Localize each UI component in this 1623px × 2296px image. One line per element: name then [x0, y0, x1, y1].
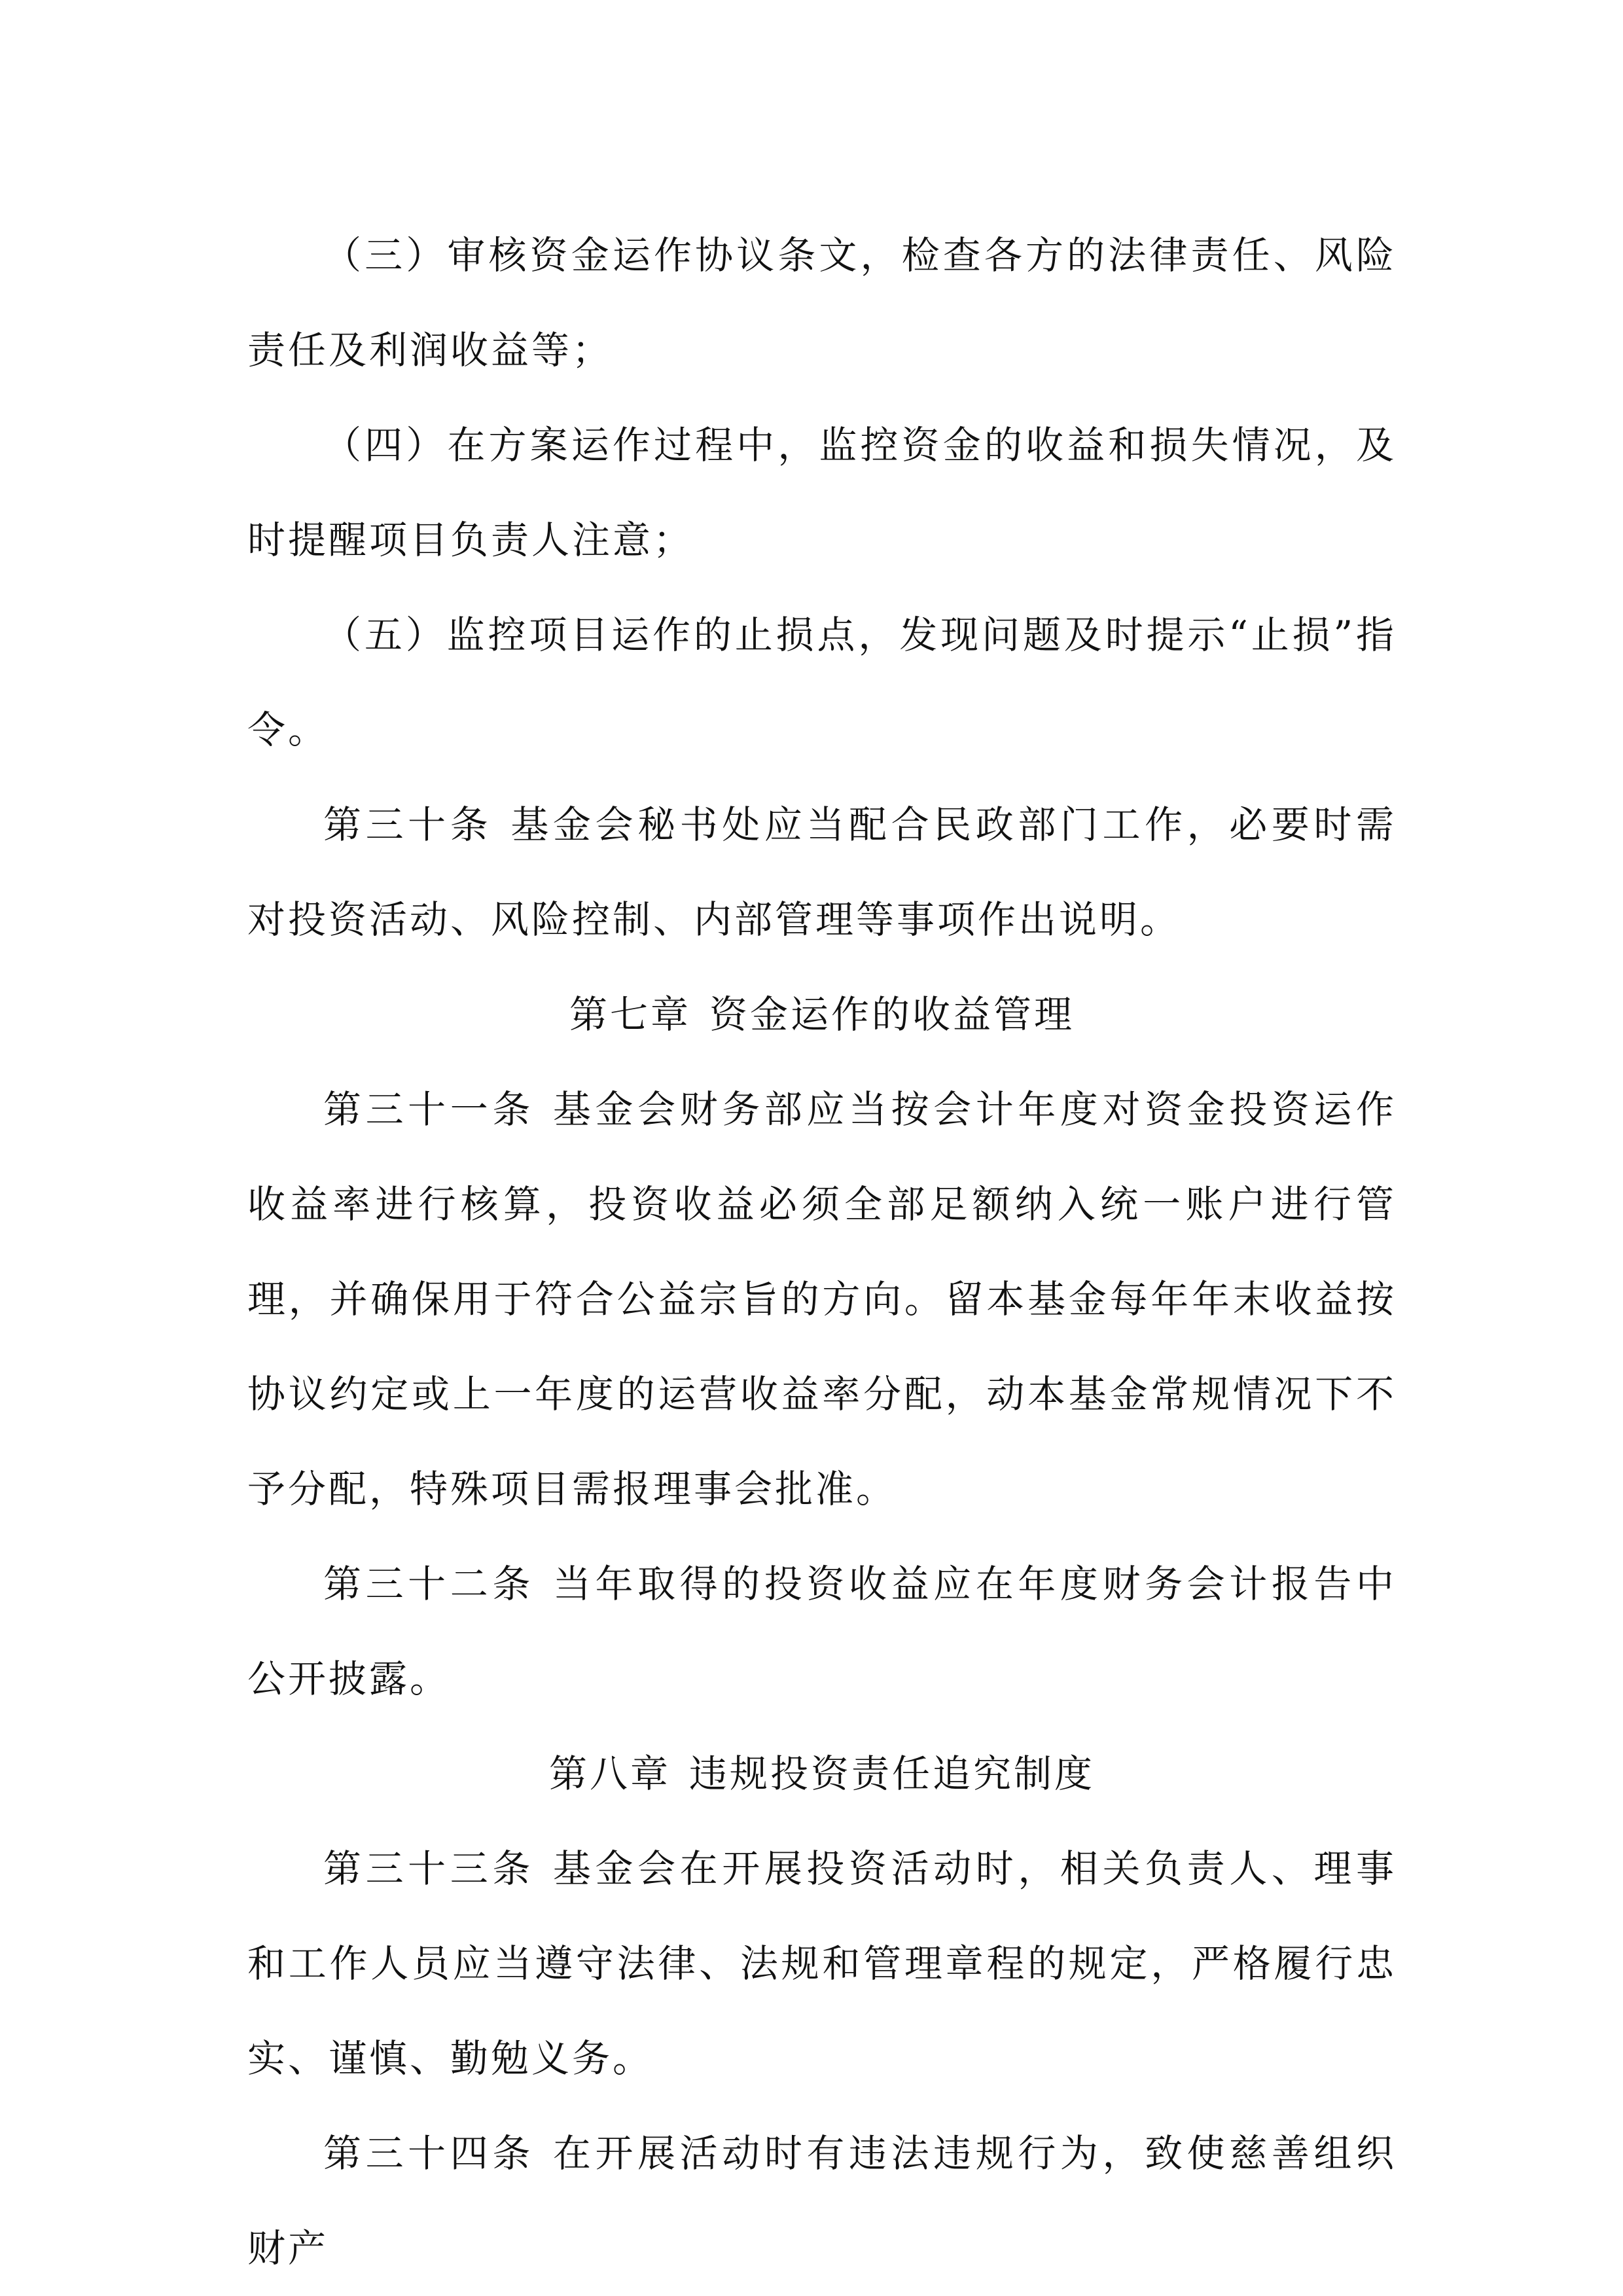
article-text: 基金会在开展投资活动时，相关负责人、理事和工作人员应当遵守法律、法规和管理章程的规定，严格履行忠实、谨慎、勤勉义务。: [247, 1846, 1397, 2081]
chapter-7-heading: [247, 967, 1397, 1062]
article-32: [247, 1537, 1397, 1727]
paragraph-text: （四）在方案运作过程中，监控资金的收益和损失情况，及时提醒项目负责人注意；: [247, 423, 1397, 562]
paragraph-text: （五）监控项目运作的止损点，发现问题及时提示“止损”指令。: [247, 613, 1397, 752]
article-33: [247, 1821, 1397, 2106]
article-number: 第三十二条: [323, 1562, 535, 1606]
article-number: 第三十一条: [323, 1087, 535, 1132]
chapter-number: 第八章: [548, 1751, 671, 1796]
article-34: [247, 2106, 1397, 2296]
paragraph-item-3: [247, 208, 1397, 398]
article-text: 当年取得的投资收益应在年度财务会计报告中公开披露。: [247, 1562, 1397, 1701]
paragraph-item-4: [247, 398, 1397, 588]
article-number: 第三十四条: [323, 2131, 535, 2176]
chapter-title: 违规投资责任追究制度: [689, 1751, 1096, 1796]
article-number: 第三十条: [323, 802, 493, 847]
article-text: 基金会秘书处应当配合民政部门工作，必要时需对投资活动、风险控制、内部管理等事项作出说明。: [247, 802, 1397, 942]
paragraph-item-5: [247, 588, 1397, 778]
article-text: 基金会财务部应当按会计年度对资金投资运作收益率进行核算，投资收益必须全部足额纳入统一账户进行管理，并确保用于符合公益宗旨的方向。留本基金每年年末收益按协议约定或上一年度的运营收益率分配，动本基金常规情况下不予分配，特殊项目需报理事会批准。: [247, 1087, 1397, 1511]
article-number: 第三十三条: [323, 1846, 535, 1891]
article-30: [247, 778, 1397, 967]
document-body: [247, 208, 1397, 2296]
article-text: 在开展活动时有违法违规行为，致使慈善组织财产: [247, 2131, 1397, 2270]
chapter-8-heading: [247, 1727, 1397, 1821]
article-31: [247, 1062, 1397, 1537]
chapter-title: 资金运作的收益管理: [709, 992, 1075, 1037]
chapter-number: 第七章: [569, 992, 691, 1037]
paragraph-text: （三）审核资金运作协议条文，检查各方的法律责任、风险责任及利润收益等；: [247, 233, 1397, 372]
